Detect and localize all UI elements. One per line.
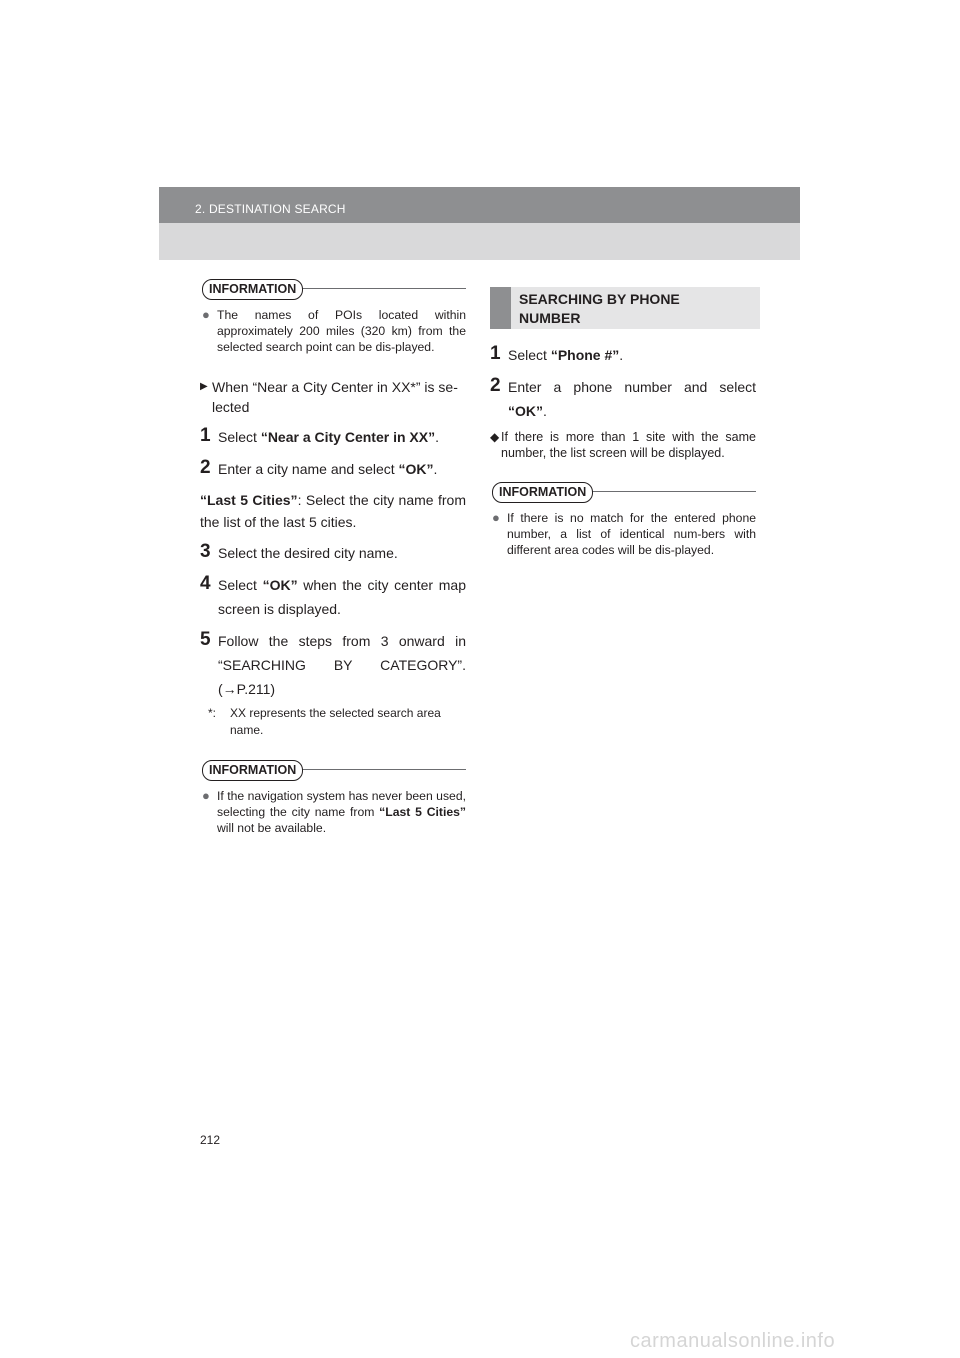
note-bullet: ◆ If there is more than 1 site with the same number, the list screen will be displayed.	[490, 430, 756, 460]
information-item: ● If there is no match for the entered phone number, a list of identical num-bers with different area codes will be dis-played.	[492, 510, 756, 557]
information-box	[202, 282, 466, 355]
information-label: INFORMATION	[202, 279, 303, 300]
information-label: INFORMATION	[492, 482, 593, 503]
left-column	[200, 282, 466, 836]
section-heading: SEARCHING BY PHONE NUMBER	[519, 291, 680, 326]
step-4: 4 Select “OK” when the city center map screen is displayed.	[200, 573, 466, 617]
information-item: ● The names of POIs located within approximately 200 miles (320 km) from the selected search point can be dis-played.	[202, 307, 466, 354]
information-box	[492, 485, 756, 558]
information-box	[202, 763, 466, 836]
information-label: INFORMATION	[202, 760, 303, 781]
information-item: ● If the navigation system has never been used, selecting the city name from “Last 5 Cities” will not be available.	[202, 788, 466, 835]
step-2: 2 Enter a city name and select “OK”.	[200, 457, 438, 478]
watermark: carmanualsonline.info	[630, 1330, 836, 1352]
bullet-icon: ●	[202, 788, 210, 803]
bullet-icon: ●	[492, 510, 500, 525]
section-header: 2. DESTINATION SEARCH	[195, 202, 346, 216]
header-strip	[159, 223, 800, 260]
step-1: 1 Select “Phone #”.	[490, 343, 624, 364]
section-heading-box	[490, 287, 760, 329]
diamond-bullet-icon: ◆	[490, 430, 500, 444]
page-number: 212	[200, 1133, 221, 1147]
section-heading-bar	[490, 287, 511, 329]
step-3: 3 Select the desired city name.	[200, 541, 398, 562]
right-column	[490, 287, 756, 558]
bullet-icon: ●	[202, 307, 210, 322]
step-2: 2 Enter a phone number and select “OK”.	[490, 375, 756, 419]
footnote: *: XX represents the selected search area name.	[208, 706, 441, 737]
step-5: 5 Follow the steps from 3 onward in “SEARCHING BY CATEGORY”. (→P.211)	[200, 629, 466, 697]
step-1: 1 Select “Near a City Center in XX”.	[200, 425, 439, 446]
triangle-icon: ▶	[200, 381, 208, 392]
last-5-cities-description: “Last 5 Cities”: Select the city name from the list of the last 5 cities.	[200, 492, 466, 530]
condition-heading: ▶ When “Near a City Center in XX*” is se-lected	[200, 379, 458, 415]
